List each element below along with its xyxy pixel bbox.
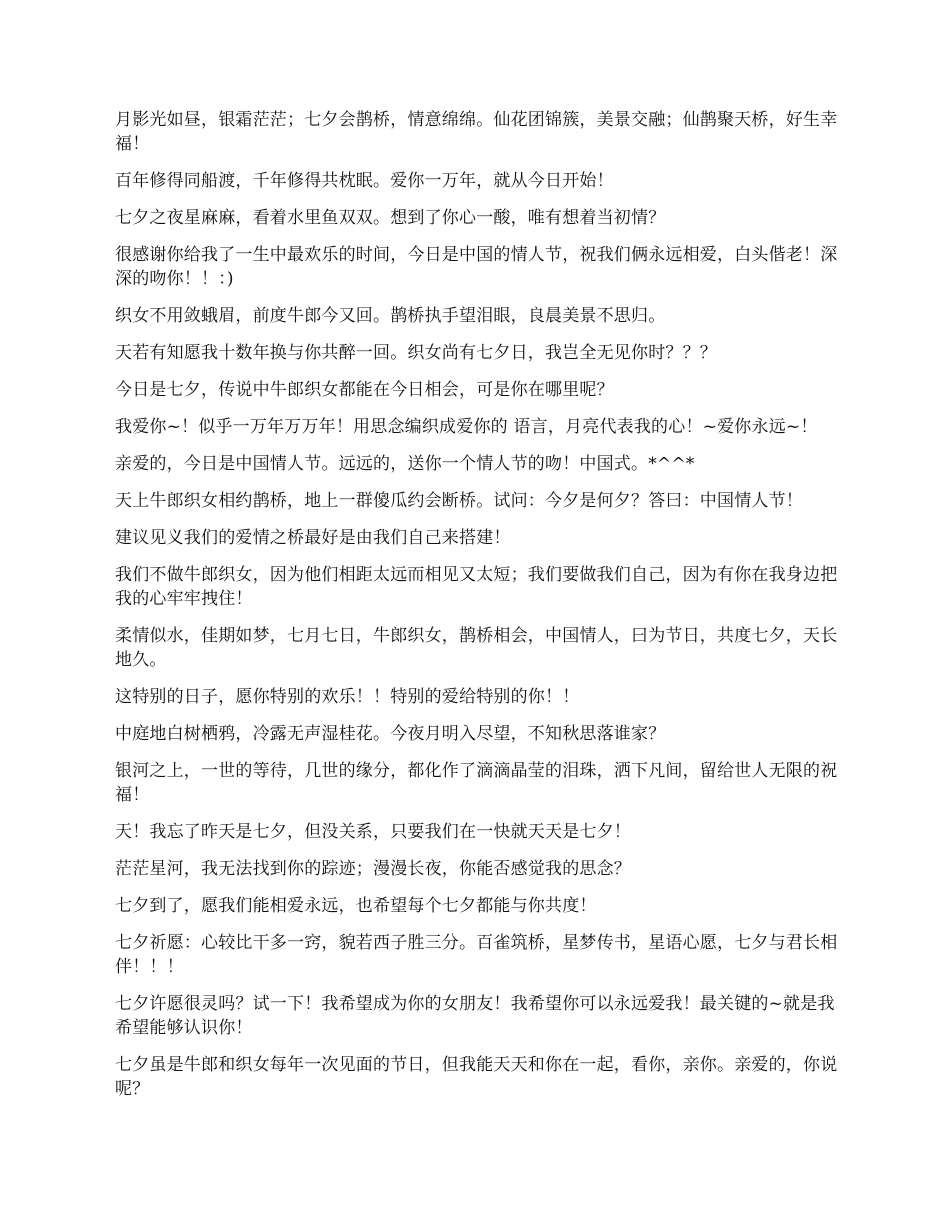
paragraph: 银河之上，一世的等待，几世的缘分，都化作了滴滴晶莹的泪珠，洒下凡间，留给世人无限的祝福！ — [115, 761, 838, 805]
paragraph: 很感谢你给我了一生中最欢乐的时间，今日是中国的情人节，祝我们俩永远相爱，白头偕老！深深的吻你！！：) — [115, 245, 838, 289]
paragraph: 柔情似水，佳期如梦，七月七日，牛郎织女，鹊桥相会，中国情人，曰为节日，共度七夕，天长地久。 — [115, 626, 838, 670]
paragraph: 七夕之夜星麻麻，看着水里鱼双双。想到了你心一酸，唯有想着当初情？ — [115, 208, 666, 228]
paragraph: 建议见义我们的爱情之桥最好是由我们自己来搭建！ — [115, 528, 511, 548]
paragraph: 我爱你~！似乎一万年万万年！用思念编织成爱你的 语言，月亮代表我的心！~爱你永远~！ — [115, 417, 818, 437]
paragraph: 茫茫星河，我无法找到你的踪迹；漫漫长夜，你能否感觉我的思念？ — [115, 859, 631, 879]
paragraph: 今日是七夕，传说中牛郎织女都能在今日相会，可是你在哪里呢？ — [115, 380, 614, 400]
paragraph: 织女不用敛蛾眉，前度牛郎今又回。鹊桥执手望泪眼，良晨美景不思归。 — [115, 306, 666, 326]
paragraph: 月影光如昼，银霜茫茫；七夕会鹊桥，情意绵绵。仙花团锦簇，美景交融；仙鹊聚天桥，好生幸福！ — [115, 110, 838, 154]
paragraph: 天若有知愿我十数年换与你共醉一回。织女尚有七夕日，我岂全无见你时？？？ — [115, 343, 717, 363]
paragraph: 七夕到了，愿我们能相爱永远，也希望每个七夕都能与你共度！ — [115, 896, 597, 916]
paragraph: 天上牛郎织女相约鹊桥，地上一群傻瓜约会断桥。试问：今夕是何夕？答曰：中国情人节！ — [115, 491, 803, 511]
paragraph: 我们不做牛郎织女，因为他们相距太远而相见又太短；我们要做我们自己，因为有你在我身边把我的心牢牢拽住！ — [115, 565, 838, 609]
paragraph: 百年修得同船渡，千年修得共枕眠。爱你一万年，就从今日开始！ — [115, 171, 614, 191]
paragraph: 七夕虽是牛郎和织女每年一次见面的节日，但我能天天和你在一起，看你，亲你。亲爱的，你说呢？ — [115, 1055, 838, 1099]
paragraph: 中庭地白树栖鸦，冷露无声湿桂花。今夜月明入尽望，不知秋思落谁家？ — [115, 724, 666, 744]
paragraph: 亲爱的，今日是中国情人节。远远的，送你一个情人节的吻！中国式。*^^* — [115, 454, 695, 474]
document-body — [115, 108, 843, 1114]
paragraph: 这特别的日子，愿你特别的欢乐！！特别的爱给特别的你！！ — [115, 687, 580, 707]
paragraph: 七夕祈愿：心较比干多一窍，貌若西子胜三分。百雀筑桥，星梦传书，星语心愿，七夕与君长相伴！！！ — [115, 933, 838, 977]
paragraph: 七夕许愿很灵吗？试一下！我希望成为你的女朋友！我希望你可以永远爱我！最关键的~就是我希望能够认识你！ — [115, 994, 835, 1038]
paragraph: 天！我忘了昨天是七夕，但没关系，只要我们在一快就天天是七夕！ — [115, 822, 631, 842]
